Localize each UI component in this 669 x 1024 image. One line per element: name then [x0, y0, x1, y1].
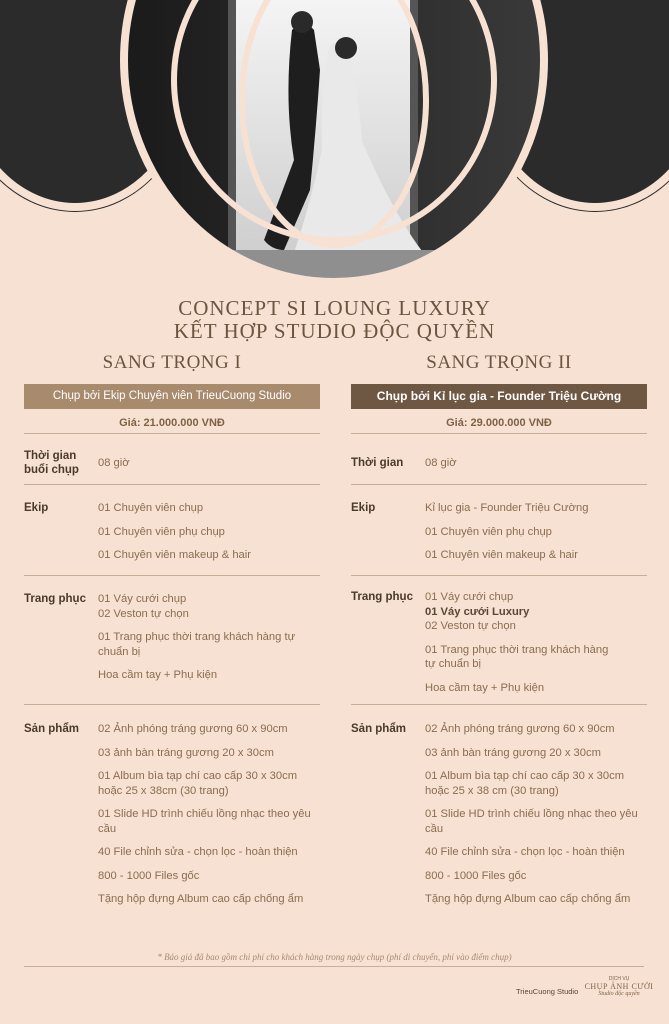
footer-divider	[24, 966, 644, 967]
outfit-label: Trang phục	[351, 591, 413, 603]
title-line-1: CONCEPT SI LOUNG LUXURY	[178, 296, 491, 320]
list-item: Kỉ lục gia - Founder Triệu Cường	[425, 502, 589, 514]
brand-main-text: CHỤP ẢNH CƯỚI	[584, 982, 654, 991]
package-name: SANG TRỌNG II	[426, 352, 572, 373]
list-item: 01 Trang phục thời trang khách hàng tự chuẩn bị	[98, 631, 296, 658]
footnote: * Báo giá đã bao gồm chi phí cho khách hàng trong ngày chụp (phí di chuyển, phí vào điểm chụp)	[157, 952, 512, 962]
brand-logo-right	[582, 976, 656, 997]
list-item: 01 Chuyên viên makeup & hair	[425, 549, 578, 561]
divider	[24, 484, 320, 485]
list-item: 01 Váy cưới chụp	[98, 593, 187, 605]
package-banner: Chụp bởi Kỉ lục gia - Founder Triệu Cường	[351, 384, 647, 409]
brand-logo-left: TrieuCuong Studio	[516, 987, 579, 996]
list-item: 02 Ảnh phóng tráng gương 60 x 90cm	[425, 723, 615, 735]
time-value: 08 giờ	[425, 457, 457, 469]
time-label: Thời gian	[351, 457, 404, 469]
list-item: 02 Veston tự chọn	[98, 607, 189, 620]
divider	[351, 575, 647, 576]
list-item: Hoa cầm tay + Phụ kiện	[98, 669, 218, 681]
package-column-1	[24, 352, 320, 905]
hero-photo-graphic	[0, 0, 669, 282]
time-label: Thời gian buổi chụp	[24, 450, 79, 476]
list-item: 01 Váy cưới chụp	[425, 591, 514, 603]
list-item: 01 Album bìa tạp chí cao cấp 30 x 30cm hoặc 25 x 38cm (30 trang)	[98, 770, 298, 797]
divider	[351, 484, 647, 485]
list-item: 800 - 1000 Files gốc	[425, 869, 527, 882]
package-banner: Chụp bởi Ekip Chuyên viên TrieuCuong Studio	[24, 384, 320, 409]
list-item: 01 Slide HD trình chiếu lồng nhạc theo yêu cầu	[425, 808, 638, 835]
list-item: 800 - 1000 Files gốc	[98, 869, 200, 882]
package-name: SANG TRỌNG I	[102, 352, 242, 373]
list-item: 01 Chuyên viên chụp	[98, 502, 204, 514]
time-value: 08 giờ	[98, 457, 130, 469]
package-price: Giá: 29.000.000 VNĐ	[446, 417, 552, 429]
package-price: Giá: 21.000.000 VNĐ	[119, 417, 225, 429]
divider	[351, 433, 647, 434]
divider	[24, 575, 320, 576]
list-item: 03 ảnh bàn tráng gương 20 x 30cm	[98, 746, 274, 759]
list-item: 01 Chuyên viên phụ chụp	[98, 525, 225, 538]
list-item: Hoa cầm tay + Phụ kiện	[425, 681, 545, 694]
list-item: Tặng hộp đựng Album cao cấp chống ẩm	[425, 893, 631, 905]
list-item: 01 Trang phục thời trang khách hàng tự chuẩn bị	[425, 643, 609, 670]
time-row	[24, 449, 320, 485]
divider	[24, 433, 320, 434]
package-column-2	[351, 352, 647, 905]
list-item: Tặng hộp đựng Album cao cấp chống ẩm	[98, 893, 304, 905]
list-item: 01 Slide HD trình chiếu lồng nhạc theo yêu cầu	[98, 808, 311, 835]
brand-script-text: Studio độc quyền	[598, 991, 640, 997]
product-label: Sản phẩm	[24, 723, 79, 735]
list-item: 02 Veston tự chọn	[425, 620, 516, 632]
title-line-2: KẾT HỢP STUDIO ĐỘC QUYỀN	[173, 319, 496, 343]
list-item: 01 Chuyên viên makeup & hair	[98, 549, 251, 561]
list-item: 40 File chỉnh sửa - chọn lọc - hoàn thiện	[98, 846, 298, 858]
list-item: 01 Album bìa tạp chí cao cấp 30 x 30cm hoặc 25 x 38 cm (30 trang)	[425, 770, 625, 797]
divider	[351, 704, 647, 705]
list-item: 01 Chuyên viên phụ chụp	[425, 525, 552, 538]
list-item: 01 Váy cưới Luxury	[425, 605, 530, 618]
hero-photo	[0, 0, 669, 282]
divider	[24, 704, 320, 705]
time-row	[351, 449, 647, 485]
team-label: Ekip	[24, 502, 49, 514]
brand-small-text: DỊCH VỤ	[608, 976, 630, 982]
list-item: 03 ảnh bàn tráng gương 20 x 30cm	[425, 746, 601, 759]
list-item: 02 Ảnh phóng tráng gương 60 x 90cm	[98, 723, 288, 735]
outfit-label: Trang phục	[24, 593, 86, 605]
list-item: 40 File chỉnh sửa - chọn lọc - hoàn thiện	[425, 846, 625, 858]
product-label: Sản phẩm	[351, 723, 406, 735]
team-label: Ekip	[351, 502, 376, 514]
